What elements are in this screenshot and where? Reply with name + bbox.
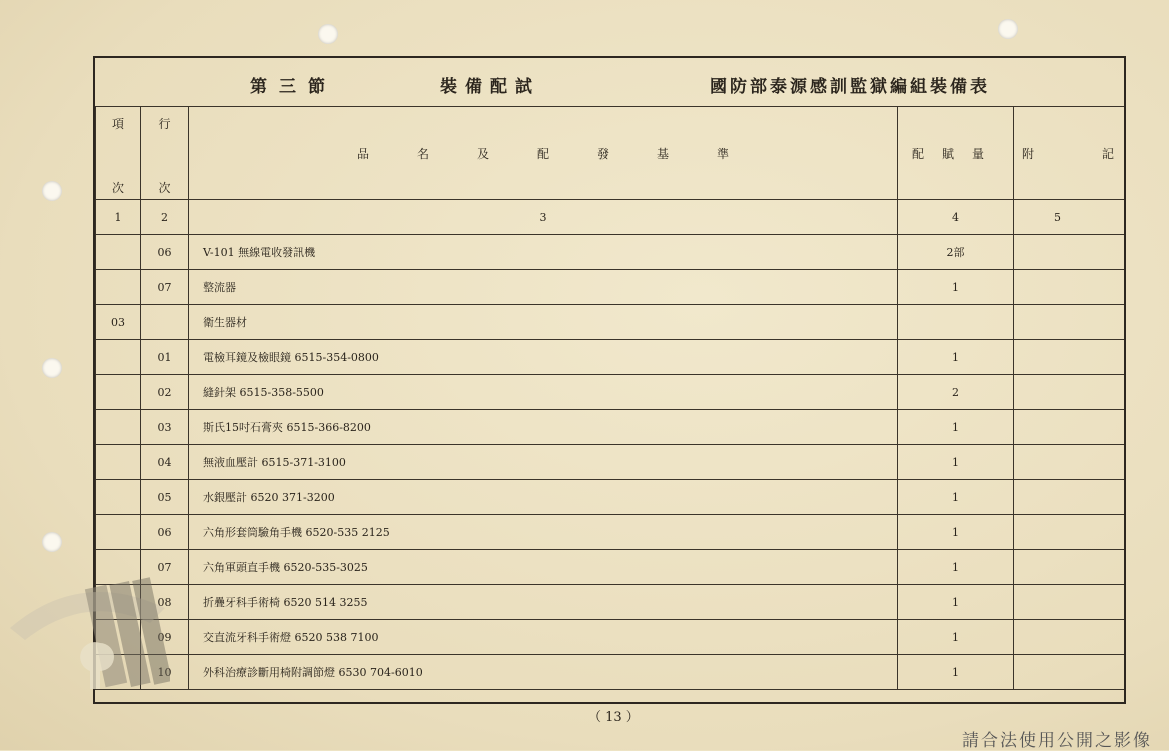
name-cell: 電檢耳鏡及檢眼鏡 6515-354-0800 bbox=[189, 340, 898, 375]
qty-cell: 1 bbox=[898, 620, 1014, 655]
archive-logo-watermark bbox=[0, 548, 170, 698]
column-number-row bbox=[96, 200, 1127, 235]
item-cell bbox=[96, 270, 141, 305]
col-num-5: 5 bbox=[1014, 200, 1127, 235]
usage-watermark: 請合法使用公開之影像 bbox=[962, 731, 1152, 751]
note-cell bbox=[1014, 305, 1127, 340]
qty-cell: 1 bbox=[898, 410, 1014, 445]
table-row bbox=[96, 585, 1127, 620]
table-row bbox=[96, 410, 1127, 445]
name-cell: 交直流牙科手術燈 6520 538 7100 bbox=[189, 620, 898, 655]
qty-cell: 1 bbox=[898, 585, 1014, 620]
qty-cell: 1 bbox=[898, 340, 1014, 375]
line-cell: 06 bbox=[141, 235, 189, 270]
note-cell bbox=[1014, 270, 1127, 305]
col-num-4: 4 bbox=[898, 200, 1014, 235]
punch-hole bbox=[42, 181, 62, 201]
name-cell: 六角形套筒驗角手機 6520-535 2125 bbox=[189, 515, 898, 550]
note-cell bbox=[1014, 375, 1127, 410]
equipment-table bbox=[95, 106, 1126, 690]
line-cell: 02 bbox=[141, 375, 189, 410]
table-row bbox=[96, 340, 1127, 375]
qty-cell: 1 bbox=[898, 550, 1014, 585]
name-cell: 折疊牙科手術椅 6520 514 3255 bbox=[189, 585, 898, 620]
line-cell: 05 bbox=[141, 480, 189, 515]
note-cell bbox=[1014, 515, 1127, 550]
note-cell bbox=[1014, 410, 1127, 445]
note-cell bbox=[1014, 550, 1127, 585]
name-cell: 斯氏15吋石膏夾 6515-366-8200 bbox=[189, 410, 898, 445]
table-row bbox=[96, 480, 1127, 515]
header-note: 附 記 bbox=[1014, 107, 1127, 200]
header-item: 項 次 bbox=[96, 107, 141, 200]
qty-cell bbox=[898, 305, 1014, 340]
header-name: 品名及配發基準 bbox=[189, 107, 898, 200]
punch-hole bbox=[998, 19, 1018, 39]
title-row bbox=[95, 58, 1124, 107]
table-row bbox=[96, 515, 1127, 550]
name-cell: V-101 無線電收發訊機 bbox=[189, 235, 898, 270]
qty-cell: 1 bbox=[898, 480, 1014, 515]
punch-hole bbox=[318, 24, 338, 44]
line-cell: 08 bbox=[141, 585, 189, 620]
item-cell bbox=[96, 515, 141, 550]
name-cell: 外科治療診斷用椅附調節燈 6530 704-6010 bbox=[189, 655, 898, 690]
note-cell bbox=[1014, 340, 1127, 375]
table-row bbox=[96, 550, 1127, 585]
line-cell: 01 bbox=[141, 340, 189, 375]
qty-cell: 2 bbox=[898, 375, 1014, 410]
organization-title: 國防部泰源感訓監獄編組裝備表 bbox=[710, 77, 990, 97]
table-row bbox=[96, 305, 1127, 340]
punch-hole bbox=[42, 358, 62, 378]
item-cell bbox=[96, 340, 141, 375]
name-cell: 六角軍頭直手機 6520-535-3025 bbox=[189, 550, 898, 585]
col-num-3: 3 bbox=[189, 200, 898, 235]
table-row bbox=[96, 270, 1127, 305]
item-cell bbox=[96, 235, 141, 270]
qty-cell: 1 bbox=[898, 270, 1014, 305]
header-line: 行 次 bbox=[141, 107, 189, 200]
item-cell bbox=[96, 410, 141, 445]
page-number: （ 13 ） bbox=[588, 710, 639, 725]
note-cell bbox=[1014, 445, 1127, 480]
note-cell bbox=[1014, 585, 1127, 620]
table-row bbox=[96, 235, 1127, 270]
section-title: 第三節 bbox=[250, 77, 337, 97]
qty-cell: 1 bbox=[898, 445, 1014, 480]
table-row bbox=[96, 655, 1127, 690]
name-cell: 無液血壓計 6515-371-3100 bbox=[189, 445, 898, 480]
table-row bbox=[96, 620, 1127, 655]
item-cell bbox=[96, 445, 141, 480]
note-cell bbox=[1014, 235, 1127, 270]
qty-cell: 2部 bbox=[898, 235, 1014, 270]
col-num-2: 2 bbox=[141, 200, 189, 235]
table-row bbox=[96, 445, 1127, 480]
name-cell: 整流器 bbox=[189, 270, 898, 305]
name-cell: 衛生器材 bbox=[189, 305, 898, 340]
line-cell: 04 bbox=[141, 445, 189, 480]
header-row bbox=[96, 107, 1127, 200]
col-num-1: 1 bbox=[96, 200, 141, 235]
line-cell: 09 bbox=[141, 620, 189, 655]
note-cell bbox=[1014, 620, 1127, 655]
item-cell: 03 bbox=[96, 305, 141, 340]
line-cell: 10 bbox=[141, 655, 189, 690]
line-cell: 07 bbox=[141, 270, 189, 305]
line-cell bbox=[141, 305, 189, 340]
line-cell: 06 bbox=[141, 515, 189, 550]
header-qty: 配賦量 bbox=[898, 107, 1014, 200]
name-cell: 縫針架 6515-358-5500 bbox=[189, 375, 898, 410]
line-cell: 03 bbox=[141, 410, 189, 445]
line-cell: 07 bbox=[141, 550, 189, 585]
name-cell: 水銀壓計 6520 371-3200 bbox=[189, 480, 898, 515]
item-cell bbox=[96, 480, 141, 515]
category-title: 裝備配試 bbox=[440, 77, 540, 97]
equipment-table-frame bbox=[93, 56, 1126, 704]
qty-cell: 1 bbox=[898, 515, 1014, 550]
note-cell bbox=[1014, 480, 1127, 515]
qty-cell: 1 bbox=[898, 655, 1014, 690]
note-cell bbox=[1014, 655, 1127, 690]
item-cell bbox=[96, 375, 141, 410]
table-row bbox=[96, 375, 1127, 410]
